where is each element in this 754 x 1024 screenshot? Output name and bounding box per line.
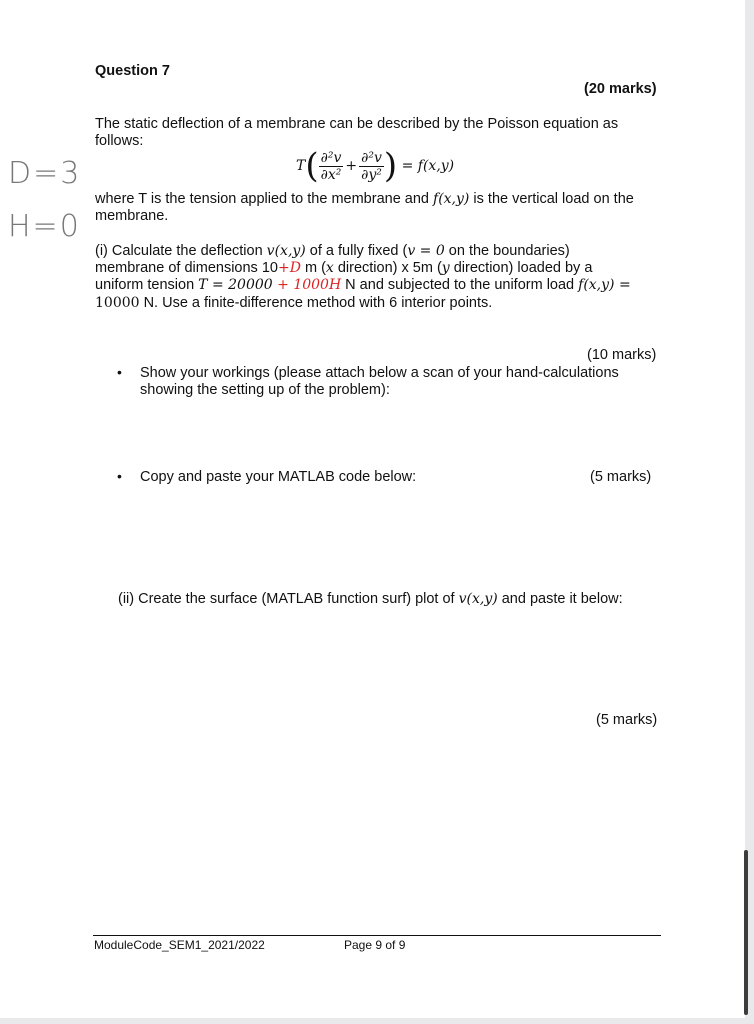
eq-fraction-x (319, 150, 344, 183)
p1l2-x: x (325, 260, 334, 276)
p1l3-h: + 1000H (272, 277, 342, 293)
p1l1-b: of a fully fixed ( (305, 243, 408, 259)
bullet-2-icon: • (117, 468, 122, 484)
eq-num-2: ∂²v (361, 149, 382, 166)
bullet-2-text: Copy and paste your MATLAB code below: (140, 469, 417, 485)
where-line-1 (95, 190, 634, 208)
p2-a: (ii) Create the surface (MATLAB function surf) plot of (118, 591, 459, 607)
where-load-f: f(x,y) (433, 191, 470, 207)
handwritten-h-note: H=0 (8, 209, 81, 244)
p1l2-e: direction) loaded by a (449, 260, 593, 276)
p1l1-v: v(x,y) (266, 243, 306, 259)
vertical-scrollbar[interactable] (744, 850, 748, 1015)
eq-plus: + (345, 158, 358, 175)
total-marks: (20 marks) (584, 81, 657, 97)
p1l2-a: membrane of dimensions 10 (95, 260, 278, 276)
bullet-1-line-1: Show your workings (please attach below a scan of your hand-calculations (140, 365, 619, 381)
p1l2-y: y (441, 260, 450, 276)
eq-den-1: ∂x² (320, 166, 342, 183)
where-line-2: membrane. (95, 208, 169, 224)
p1l1-a: (i) Calculate the deflection (95, 243, 267, 259)
p1l3-b: N and subjected to the uniform load (341, 277, 579, 293)
intro-line-2: follows: (95, 133, 144, 149)
p1l1-c: on the boundaries) (444, 243, 570, 259)
p1l4-b: N. Use a finite-difference method with 6 interior points. (139, 295, 493, 311)
part1-marks: (10 marks) (587, 347, 657, 363)
p1l3-f: f(x,y) = (578, 277, 631, 293)
p1l3-t: T = 20000 (198, 277, 273, 293)
where-text-a: where T is the tension applied to the membrane and (95, 191, 434, 207)
part1-line-4 (95, 294, 492, 312)
eq-den-2: ∂y² (361, 166, 382, 183)
p1l2-c: direction) x 5m ( (333, 260, 442, 276)
intro-line-1: The static deflection of a membrane can be described by the Poisson equation as (95, 116, 619, 132)
p1l3-a: uniform tension (95, 277, 199, 293)
eq-tension-symbol: T (296, 158, 306, 175)
bullet-2-marks: (5 marks) (590, 469, 652, 485)
p2-v: v(x,y) (458, 591, 498, 607)
eq-rhs: = f(x,y) (401, 158, 455, 175)
footer-module-code: ModuleCode_SEM1_2021/2022 (94, 938, 265, 952)
footer-divider (93, 935, 661, 936)
eq-fraction-y (359, 150, 384, 183)
p1l2-b: m ( (300, 260, 326, 276)
bullet-1-icon: • (117, 364, 122, 380)
eq-left-paren: ( (305, 146, 319, 186)
part2-marks: (5 marks) (596, 712, 658, 728)
part1-line-3 (95, 276, 631, 294)
poisson-equation (296, 146, 454, 186)
eq-num-1: ∂²v (320, 149, 342, 166)
where-text-b: is the vertical load on the (469, 191, 634, 207)
question-title: Question 7 (95, 63, 170, 79)
eq-right-paren: ) (383, 146, 398, 186)
part1-line-2 (95, 259, 592, 277)
p1l4-val: 10000 (95, 295, 140, 311)
part1-line-1 (95, 242, 570, 260)
p1l2-d: +D (277, 260, 301, 276)
p2-b: and paste it below: (497, 591, 623, 607)
footer-page-number: Page 9 of 9 (344, 938, 406, 952)
p1l1-cond: v = 0 (407, 243, 445, 259)
handwritten-d-note: D=3 (8, 156, 82, 191)
part2-text (118, 590, 623, 608)
bullet-1-line-2: showing the setting up of the problem): (140, 382, 390, 398)
